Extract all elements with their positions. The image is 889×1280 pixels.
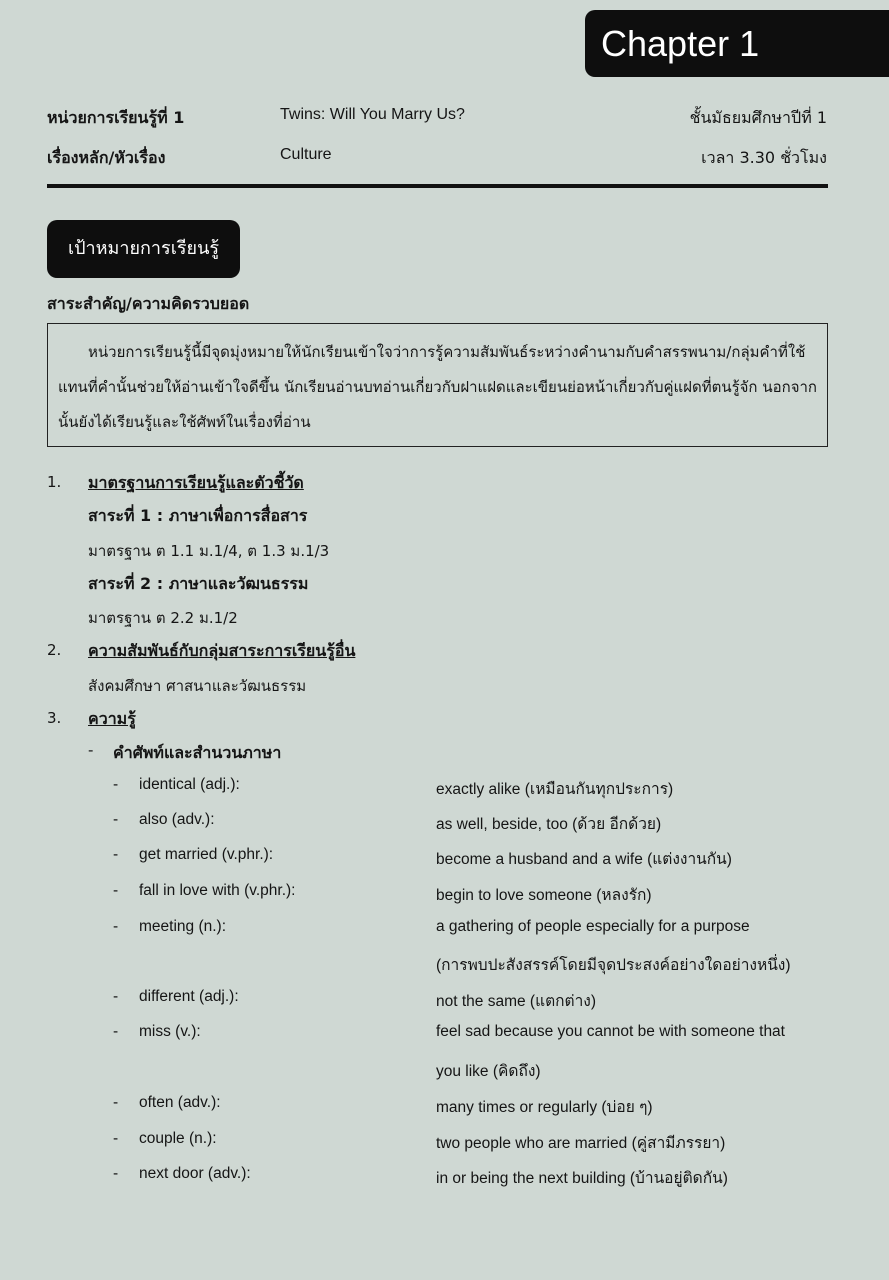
- concept-heading: สาระสำคัญ/ความคิดรวบยอด: [47, 294, 250, 313]
- unit-label: หน่วยการเรียนรู้ที่ 1: [47, 108, 185, 127]
- vocab-dash: -: [113, 846, 119, 863]
- vocab-term: often (adv.):: [139, 1094, 221, 1111]
- section-3-title: ความรู้: [88, 709, 136, 728]
- vocab-dash: -: [113, 988, 119, 1005]
- vocab-definition-cont: you like (คิดถึง): [436, 1063, 541, 1080]
- vocab-dash: -: [113, 918, 119, 935]
- vocab-definition: become a husband and a wife (แต่งงานกัน): [436, 851, 732, 868]
- strand-1: สาระที่ 1 : ภาษาเพื่อการสื่อสาร: [88, 506, 308, 525]
- vocab-term: couple (n.):: [139, 1130, 217, 1147]
- vocab-term: also (adv.):: [139, 811, 215, 828]
- section-2-text: สังคมศึกษา ศาสนาและวัฒนธรรม: [88, 677, 307, 695]
- section-1-number: 1.: [47, 473, 62, 491]
- vocab-term: miss (v.):: [139, 1023, 201, 1040]
- vocab-heading: คำศัพท์และสำนวนภาษา: [113, 743, 282, 762]
- vocab-definition: feel sad because you cannot be with someone that: [436, 1023, 785, 1040]
- vocab-definition: two people who are married (คู่สามีภรรยา): [436, 1135, 726, 1152]
- section-2-title: ความสัมพันธ์กับกลุ่มสาระการเรียนรู้อื่น: [88, 641, 356, 660]
- vocab-dash: -: [113, 1130, 119, 1147]
- topic-value: Culture: [280, 146, 332, 163]
- time-duration: เวลา 3.30 ชั่วโมง: [701, 148, 827, 167]
- topic-label: เรื่องหลัก/หัวเรื่อง: [47, 148, 166, 167]
- vocab-definition: a gathering of people especially for a purpose: [436, 918, 750, 935]
- section-2-number: 2.: [47, 641, 62, 659]
- vocab-dash: -: [113, 776, 119, 793]
- vocab-definition: many times or regularly (บ่อย ๆ): [436, 1099, 653, 1116]
- vocab-dash: -: [113, 811, 119, 828]
- strand-2: สาระที่ 2 : ภาษาและวัฒนธรรม: [88, 574, 309, 593]
- vocab-definition: exactly alike (เหมือนกันทุกประการ): [436, 781, 674, 798]
- section-1-title: มาตรฐานการเรียนรู้และตัวชี้วัด: [88, 473, 304, 492]
- vocab-definition: begin to love someone (หลงรัก): [436, 887, 652, 904]
- concept-box: [47, 323, 828, 447]
- vocab-term: meeting (n.):: [139, 918, 227, 935]
- concept-text: หน่วยการเรียนรู้นี้มีจุดมุ่งหมายให้นักเรียนเข้าใจว่าการรู้ความสัมพันธ์ระหว่างคำนามกับคำสรรพนาม/กลุ่มคำที่ใช้แทนที่คำนั้นช่วยให้อ่านเข้าใจดีขึ้น นักเรียนอ่านบทอ่านเกี่ยวกับฝาแฝดและเขียนย่อหน้าเกี่ยวกับคู่แฝดที่ตนรู้จัก นอกจากนั้นยังได้เรียนรู้และใช้ศัพท์ในเรื่องที่อ่าน: [58, 343, 817, 431]
- header-divider: [47, 184, 828, 188]
- vocab-term: get married (v.phr.):: [139, 846, 274, 863]
- vocab-term: next door (adv.):: [139, 1165, 251, 1182]
- vocab-term: identical (adj.):: [139, 776, 240, 793]
- unit-title: Twins: Will You Marry Us?: [280, 106, 465, 123]
- vocab-term: fall in love with (v.phr.):: [139, 882, 296, 899]
- chapter-tab: Chapter 1: [585, 10, 889, 77]
- standard-2: มาตรฐาน ต 2.2 ม.1/2: [88, 609, 238, 627]
- subsection-bullet: -: [88, 741, 94, 759]
- vocab-dash: -: [113, 882, 119, 899]
- vocab-definition: in or being the next building (บ้านอยู่ติดกัน): [436, 1170, 728, 1187]
- vocab-dash: -: [113, 1165, 119, 1182]
- vocab-dash: -: [113, 1094, 119, 1111]
- grade-level: ชั้นมัธยมศึกษาปีที่ 1: [689, 108, 827, 127]
- learning-goal-tab: เป้าหมายการเรียนรู้: [47, 220, 240, 278]
- vocab-term: different (adj.):: [139, 988, 239, 1005]
- vocab-dash: -: [113, 1023, 119, 1040]
- vocab-definition: as well, beside, too (ด้วย อีกด้วย): [436, 816, 662, 833]
- standard-1: มาตรฐาน ต 1.1 ม.1/4, ต 1.3 ม.1/3: [88, 542, 330, 560]
- vocab-definition: not the same (แตกต่าง): [436, 993, 597, 1010]
- vocab-definition-cont: (การพบปะสังสรรค์โดยมีจุดประสงค์อย่างใดอย่างหนึ่ง): [436, 957, 791, 974]
- section-3-number: 3.: [47, 709, 62, 727]
